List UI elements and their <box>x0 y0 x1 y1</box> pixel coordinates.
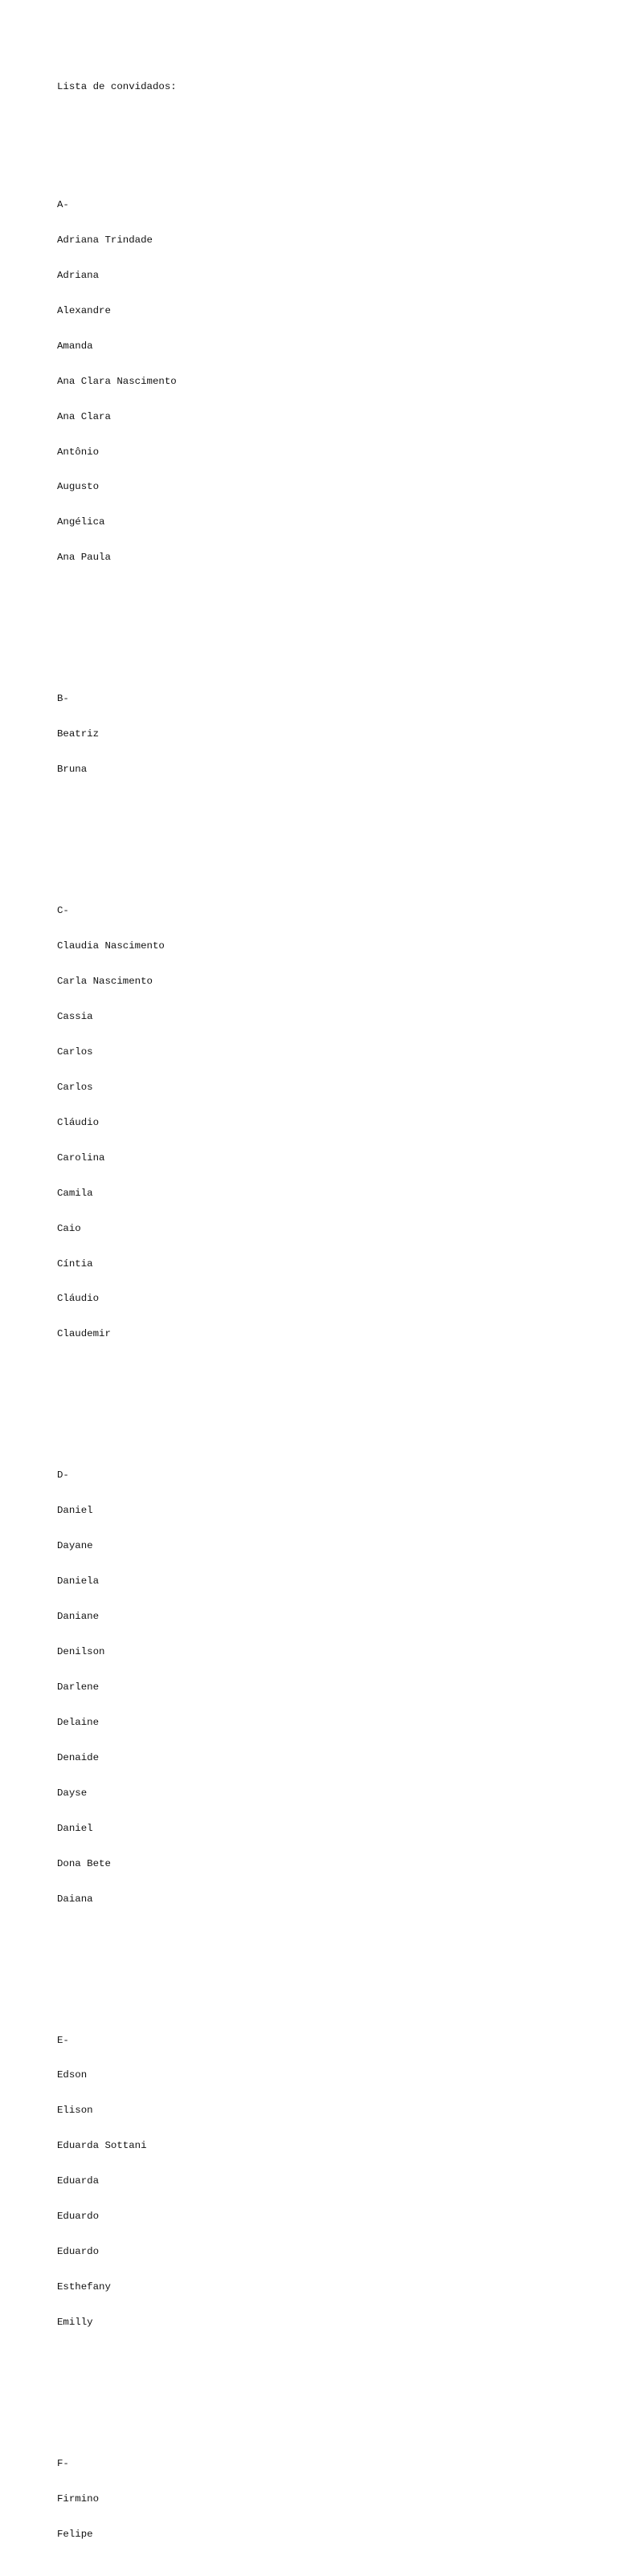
guest-name: Alexandre <box>57 304 111 316</box>
guest-name: Delaine <box>57 1716 100 1728</box>
guest-name: Denaide <box>57 1751 100 1763</box>
guest-name: Adriana <box>57 269 100 281</box>
guest-name: Firmino <box>57 2492 100 2505</box>
guest-name: Dayane <box>57 1540 93 1552</box>
section-e <box>57 2011 587 2352</box>
blank-line <box>57 1952 587 1964</box>
section-a <box>57 176 587 588</box>
guest-name: Daniel <box>57 1505 93 1517</box>
guest-name: Caio <box>57 1222 81 1234</box>
guest-name: Carolina <box>57 1151 105 1164</box>
guest-name: Bruna <box>57 764 88 776</box>
blank-line <box>57 2375 587 2387</box>
section-heading: D- <box>57 1469 69 1482</box>
guest-name: Amanda <box>57 340 93 352</box>
guest-name: Camila <box>57 1187 93 1199</box>
blank-line <box>57 116 587 128</box>
guest-name: Eduarda Sottani <box>57 2140 147 2152</box>
guest-name: Carla Nascimento <box>57 975 153 987</box>
guest-name: Daniel <box>57 1822 93 1834</box>
guest-name: Carlos <box>57 1045 93 1058</box>
section-b <box>57 670 587 799</box>
blank-line <box>57 611 587 623</box>
guest-name: Cíntia <box>57 1257 93 1270</box>
guest-name: Cláudio <box>57 1293 100 1305</box>
guest-list-document <box>57 58 587 2576</box>
guest-name: Dona Bete <box>57 1857 111 1869</box>
blank-line <box>57 1388 587 1400</box>
guest-name: Eduardo <box>57 2211 100 2223</box>
guest-name: Claudemir <box>57 1328 111 1340</box>
guest-name: Dayse <box>57 1787 88 1799</box>
guest-name: Ana Clara Nascimento <box>57 375 177 387</box>
guest-name: Antônio <box>57 446 100 458</box>
guest-name: Ana Clara <box>57 410 111 422</box>
blank-line <box>57 822 587 834</box>
section-heading: A- <box>57 198 69 210</box>
guest-name: Cassia <box>57 1010 93 1022</box>
guest-name: Eduarda <box>57 2175 100 2187</box>
section-heading: F- <box>57 2458 69 2469</box>
guest-name: Cláudio <box>57 1116 100 1128</box>
guest-name: Daniela <box>57 1575 100 1588</box>
guest-name: Ana Paula <box>57 552 111 564</box>
guest-name: Claudia Nascimento <box>57 940 165 952</box>
guest-name: Carlos <box>57 1081 93 1093</box>
guest-name: Esthefany <box>57 2281 111 2293</box>
guest-name: Edson <box>57 2069 88 2081</box>
section-d <box>57 1446 587 1929</box>
guest-name: Angélica <box>57 516 105 528</box>
guest-name: Darlene <box>57 1681 100 1693</box>
guest-name: Augusto <box>57 481 100 493</box>
guest-name: Daiana <box>57 1893 93 1905</box>
guest-name: Emilly <box>57 2317 93 2329</box>
section-heading: C- <box>57 904 69 916</box>
guest-name: Felipe <box>57 2528 93 2540</box>
section-f <box>57 2435 587 2564</box>
section-c <box>57 882 587 1364</box>
guest-name: Denilson <box>57 1646 105 1658</box>
guest-name: Elison <box>57 2105 93 2117</box>
section-heading: E- <box>57 2034 69 2046</box>
guest-name: Eduardo <box>57 2246 100 2258</box>
section-heading: B- <box>57 693 69 705</box>
guest-name: Adriana Trindade <box>57 234 153 246</box>
guest-name: Beatriz <box>57 728 100 740</box>
guest-name: Daniane <box>57 1611 100 1623</box>
document-title: Lista de convidados: <box>57 81 177 93</box>
